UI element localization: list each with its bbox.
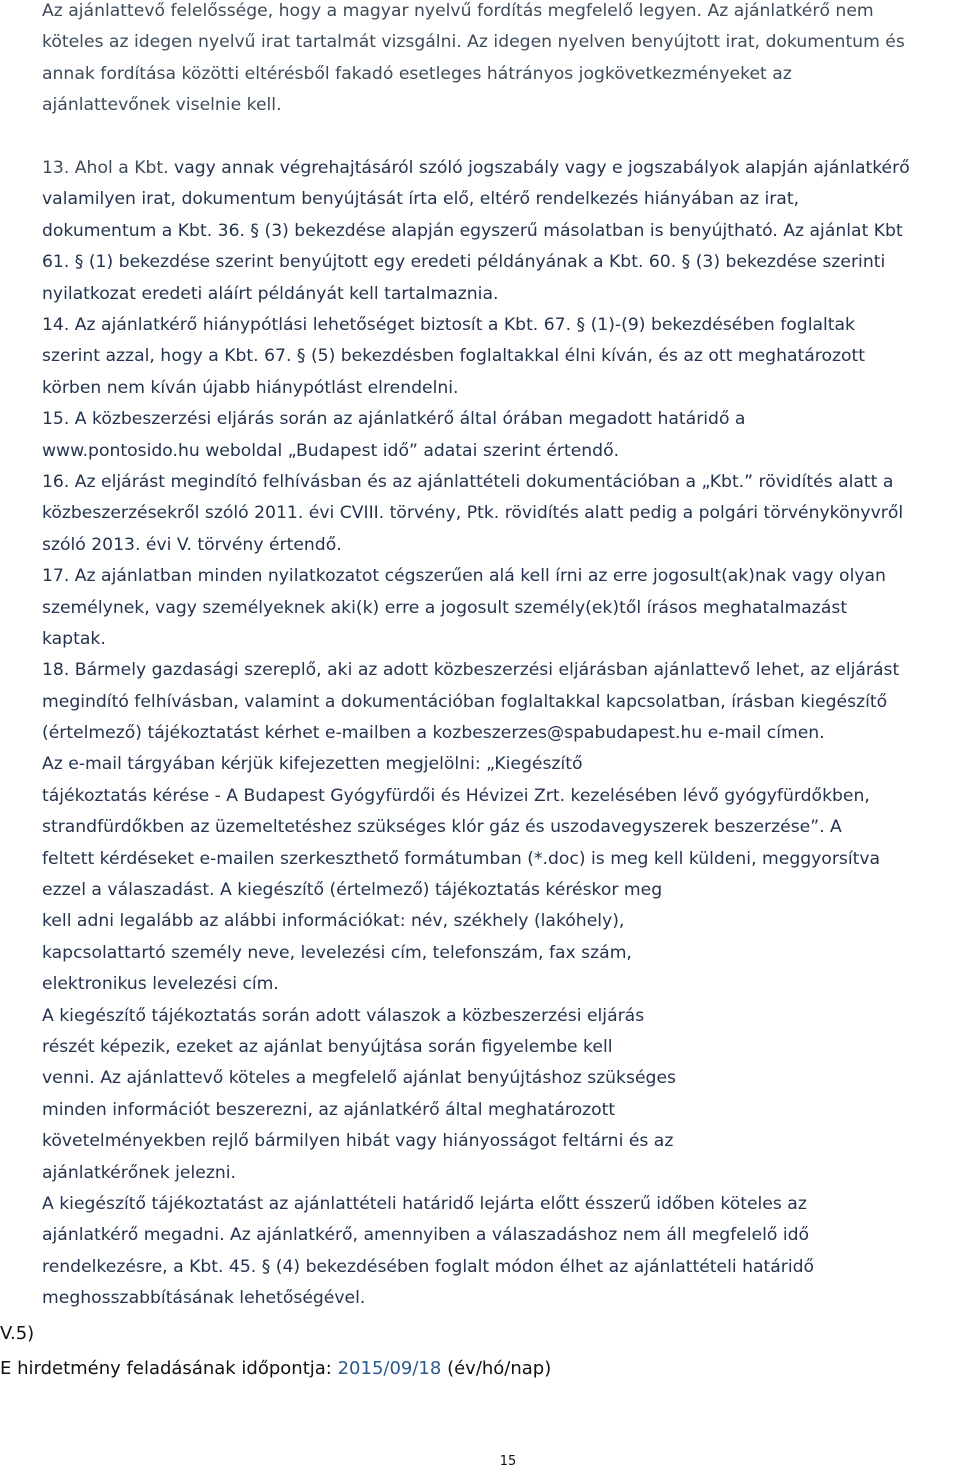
text-line: Az e-mail tárgyában kérjük kifejezetten megjelölni: „Kiegészítő [42,754,583,775]
text-line: valamilyen irat, dokumentum benyújtását írta elő, eltérő rendelkezés hiányában az irat, [42,189,800,210]
text-line: szerint azzal, hogy a Kbt. 67. § (5) bekezdésben foglaltakkal élni kíván, és az ott meghatározott [42,346,866,367]
text-line: 16. Az eljárást megindító felhívásban és az ajánlattételi dokumentációban a „Kbt.” rövidítés alatt a [42,471,894,492]
page-number: 15 [499,1454,517,1469]
text-line: kell adni legalább az alábbi információkat: név, székhely (lakóhely), [42,911,625,932]
text-line: köteles az idegen nyelvű irat tartalmát vizsgálni. Az idegen nyelven benyújtott irat, dokumentum és [42,32,905,53]
text-line: venni. Az ajánlattevő köteles a megfelelő ajánlat benyújtáshoz szükséges [42,1068,676,1089]
text-line: 18. Bármely gazdasági szereplő, aki az adott közbeszerzési eljárásban ajánlattevő lehet, az eljárást [42,660,900,681]
text-line: ajánlattevőnek viselnie kell. [42,95,282,116]
text-line: tájékoztatás kérése - A Budapest Gyógyfürdői és Hévizei Zrt. kezelésében lévő gyógyfürdőkben, [42,785,870,806]
announcement-date-line [0,1358,551,1379]
intro-paragraph [42,0,954,122]
text-line: nyilatkozat eredeti aláírt példányát kell tartalmaznia. [42,283,499,304]
text-line: ezzel a válaszadást. A kiegészítő (értelmező) tájékoztatás kéréskor meg [42,880,663,901]
text-line: kapcsolattartó személy neve, levelezési cím, telefonszám, fax szám, [42,942,632,963]
text-line: elektronikus levelezési cím. [42,974,279,995]
text-line: körben nem kíván újabb hiánypótlást elrendelni. [42,377,459,398]
text-line: közbeszerzésekről szóló 2011. évi CVIII. törvény, Ptk. rövidítés alatt pedig a polgári törvénykönyvről [42,503,904,524]
item-13-text: vagy annak végrehajtásáról szóló jogszabály vagy e jogszabályok alapján ajánlatkérő [168,158,910,178]
section-label: V.5) [0,1323,35,1344]
text-line: meghosszabbításának lehetőségével. [42,1288,366,1309]
text-line: (értelmező) tájékoztatást kérhet e-mailben a kozbeszerzes@spabudapest.hu e-mail címen. [42,723,825,744]
text-line: részét képezik, ezeket az ajánlat benyújtása során figyelembe kell [42,1036,613,1057]
text-line: A kiegészítő tájékoztatást az ajánlattételi határidő lejárta előtt ésszerű időben köteles az [42,1193,807,1214]
text-line: A kiegészítő tájékoztatás során adott válaszok a közbeszerzési eljárás [42,1005,645,1026]
text-line: szóló 2013. évi V. törvény értendő. [42,534,342,555]
text-line: rendelkezésre, a Kbt. 45. § (4) bekezdésében foglalt módon élhet az ajánlattételi határidő [42,1256,815,1277]
text-line: megindító felhívásban, valamint a dokumentációban foglaltakkal kapcsolatban, írásban kiegészítő [42,691,888,712]
text-line [42,153,954,184]
announcement-suffix: (év/hó/nap) [441,1358,552,1379]
text-line: 15. A közbeszerzési eljárás során az ajánlatkérő által órában megadott határidő a [42,409,746,430]
text-line: feltett kérdéseket e-mailen szerkeszthető formátumban (*.doc) is meg kell küldeni, meggyorsítva [42,848,881,869]
text-line: Az ajánlattevő felelőssége, hogy a magyar nyelvű fordítás megfelelő legyen. Az ajánlatkérő nem [42,1,874,21]
text-line: követelményekben rejlő bármilyen hibát vagy hiányosságot feltárni és az [42,1131,674,1152]
text-line: annak fordítása közötti eltérésből fakadó esetleges hátrányos jogkövetkezményeket az [42,63,792,84]
text-line: ajánlatkérőnek jelezni. [42,1162,237,1183]
item-13-heading: 13. Ahol a Kbt. [42,158,169,178]
text-line: www.pontosido.hu weboldal „Budapest idő” adatai szerint értendő. [42,440,620,461]
announcement-date: 2015/09/18 [337,1358,442,1379]
text-line: kaptak. [42,628,106,649]
text-line: dokumentum a Kbt. 36. § (3) bekezdése alapján egyszerű másolatban is benyújtható. Az ajánlat Kbt [42,220,903,241]
text-line: személynek, vagy személyeknek aki(k) erre a jogosult személy(ek)től írásos meghatalmazást [42,597,848,618]
text-line: strandfürdőkben az üzemeltetéshez szükséges klór gáz és uszodavegyszerek beszerzése”. A [42,817,842,838]
text-line: ajánlatkérő megadni. Az ajánlatkérő, amennyiben a válaszadáshoz nem áll megfelelő idő [42,1225,810,1246]
text-line: minden információt beszerezni, az ajánlatkérő által meghatározott [42,1099,616,1120]
text-line: 14. Az ajánlatkérő hiánypótlási lehetőséget biztosít a Kbt. 67. § (1)-(9) bekezdésében foglaltak [42,315,856,335]
text-line: 17. Az ajánlatban minden nyilatkozatot cégszerűen alá kell írni az erre jogosult(ak)nak vagy olyan [42,566,886,587]
announcement-label: E hirdetmény feladásának időpontja: [0,1358,338,1379]
items-14-18 [42,310,954,1315]
text-line: 61. § (1) bekezdése szerint benyújtott egy eredeti példányának a Kbt. 60. § (3) bekezdése szerinti [42,252,886,273]
item-13-paragraph [42,153,954,310]
